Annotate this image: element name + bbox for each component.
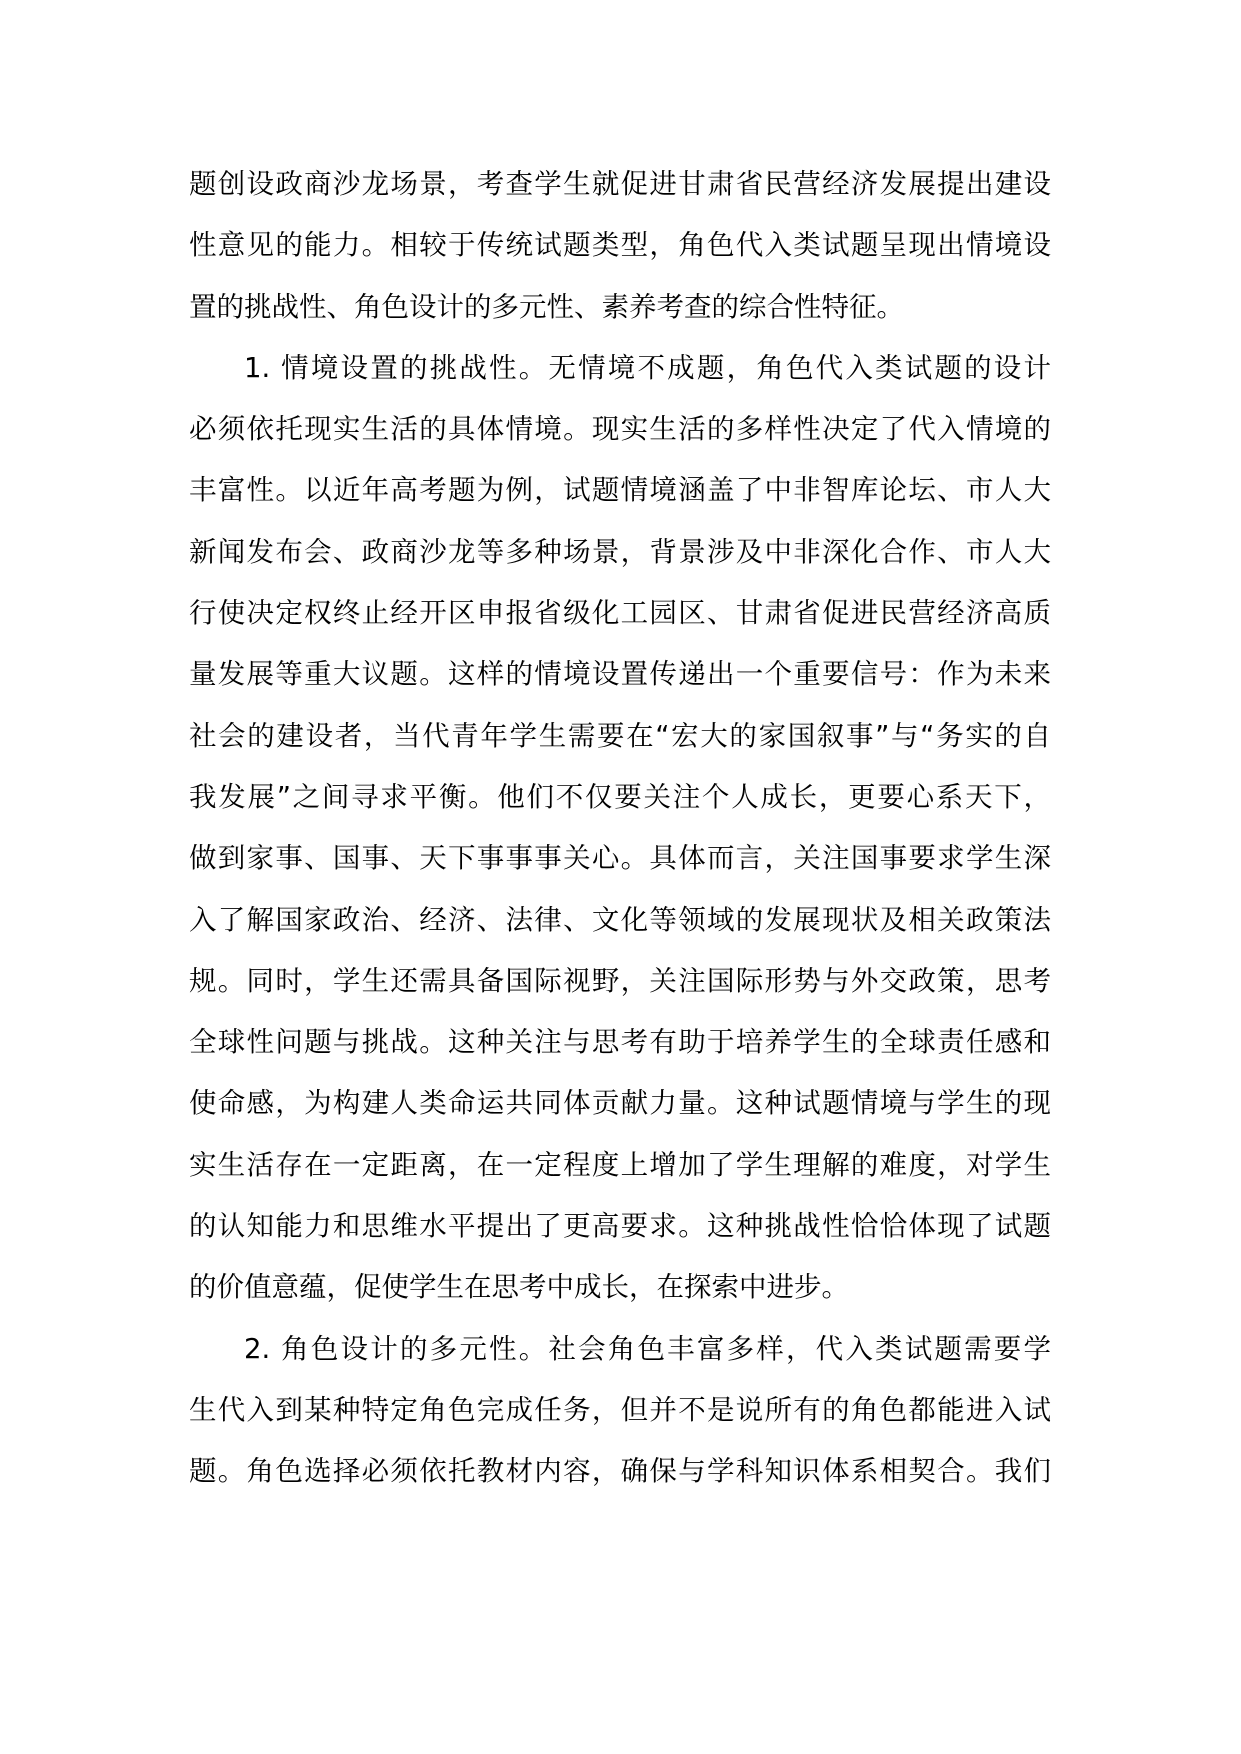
text-line: 丰富性。以近年高考题为例，试题情境涵盖了中非智库论坛、市人大 [189,474,1051,507]
text-line: 行使决定权终止经开区申报省级化工园区、甘肃省促进民营经济高质 [189,597,1051,630]
text-line: 置的挑战性、角色设计的多元性、素养考查的综合性特征。 [189,290,904,323]
text-line: 生代入到某种特定角色完成任务，但并不是说所有的角色都能进入试 [189,1393,1051,1426]
text-line: 性意见的能力。相较于传统试题类型，角色代入类试题呈现出情境设 [189,229,1051,262]
text-line: 量发展等重大议题。这样的情境设置传递出一个重要信号：作为未来 [189,658,1051,691]
text-line: 使命感，为构建人类命运共同体贡献力量。这种试题情境与学生的现 [189,1087,1051,1120]
text-line: 题创设政商沙龙场景，考查学生就促进甘肃省民营经济发展提出建设 [189,168,1051,200]
text-line: 的价值意蕴，促使学生在思考中成长，在探索中进步。 [189,1271,849,1304]
text-line: 必须依托现实生活的具体情境。现实生活的多样性决定了代入情境的 [189,413,1051,446]
text-line: 入了解国家政治、经济、法律、文化等领域的发展现状及相关政策法 [189,903,1051,936]
text-line: 规。同时，学生还需具备国际视野，关注国际形势与外交政策，思考 [189,964,1051,997]
section-heading-line: 1. 情境设置的挑战性。无情境不成题，角色代入类试题的设计 [244,351,1051,384]
text-line: 新闻发布会、政商沙龙等多种场景，背景涉及中非深化合作、市人大 [189,535,1051,568]
text-line: 题。角色选择必须依托教材内容，确保与学科知识体系相契合。我们 [189,1455,1051,1488]
text-line: 做到家事、国事、天下事事事关心。具体而言，关注国事要求学生深 [189,842,1051,875]
section-heading-line: 2. 角色设计的多元性。社会角色丰富多样，代入类试题需要学 [244,1332,1051,1365]
text-line: 实生活存在一定距离，在一定程度上增加了学生理解的难度，对学生 [189,1148,1051,1181]
text-line: 的认知能力和思维水平提出了更高要求。这种挑战性恰恰体现了试题 [189,1210,1051,1243]
text-line: 我发展”之间寻求平衡。他们不仅要关注个人成长，更要心系天下， [189,780,1051,813]
text-line: 全球性问题与挑战。这种关注与思考有助于培养学生的全球责任感和 [189,1026,1051,1059]
document-page [189,154,1051,1503]
text-line: 社会的建设者，当代青年学生需要在“宏大的家国叙事”与“务实的自 [189,719,1051,752]
